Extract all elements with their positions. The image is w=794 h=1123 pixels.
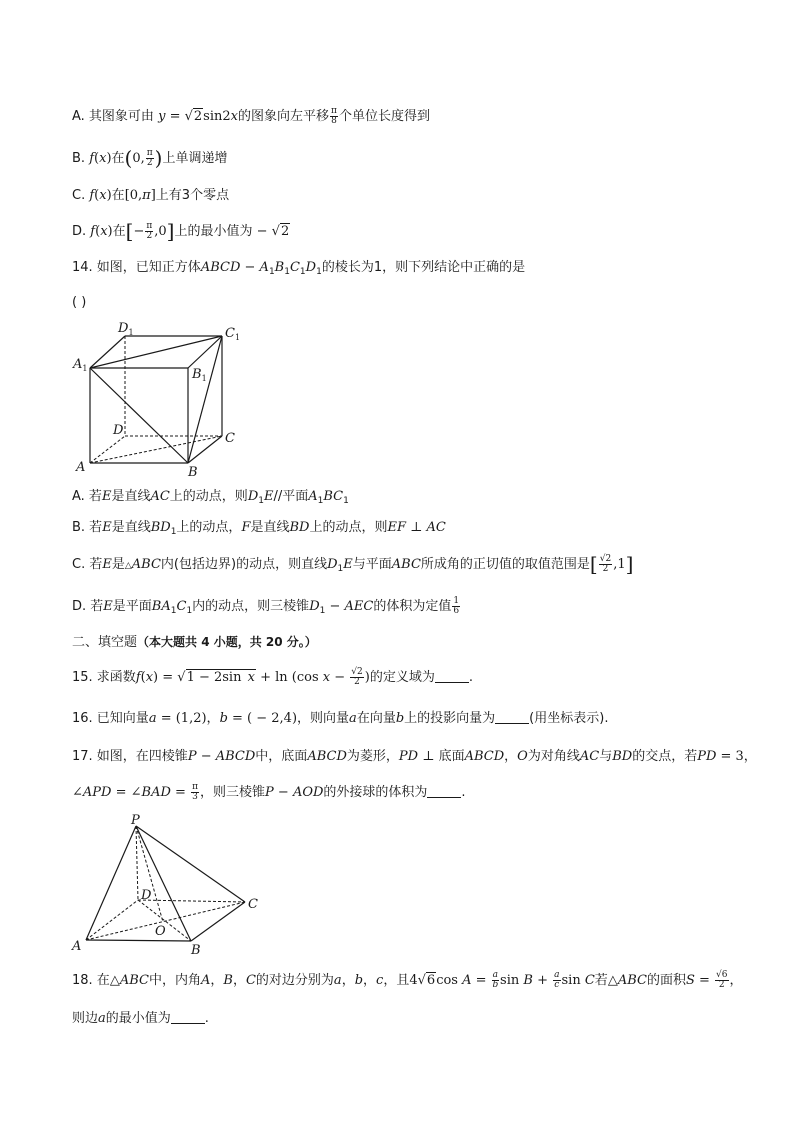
q15: 15. 求函数f(x) = √1 − 2sin x + ln (cos x − $\frac{√2}{2}$ )的定义域为 .: [72, 667, 473, 687]
cube-label-c1: $C_1$: [225, 326, 241, 342]
cube-label-d1: $D_1$: [118, 321, 134, 337]
section-2-heading: 二、填空题（本大题共 4 小题，共 20 分。）: [72, 635, 317, 650]
cube-label-a1: $A_1$: [73, 357, 88, 373]
q13-option-b: B. f(x)在(0, $\frac{\pi}{2}$ )上单调递增: [72, 146, 228, 170]
q14-option-b: B. 若E是直线$BD_1$上的动点，F是直线BD上的动点，则EF ⊥ AC: [72, 520, 446, 537]
q17-line1: 17. 如图，在四棱锥P − ABCD中，底面ABCD为菱形，PD ⊥ 底面ABCD，O为对角线AC与BD的交点，若PD = 3，: [72, 749, 757, 764]
q14-stem: 14. 如图，已知正方体ABCD − $A_1B_1C_1D_1$的棱长为1，则下列结论中正确的是: [72, 260, 526, 277]
pyramid-label-d: D: [141, 888, 152, 903]
cube-label-b1: $B_1$: [192, 367, 207, 383]
q16: 16. 已知向量a = (1,2)，b = ( − 2,4)，则向量a在向量b上的投影向量为 (用坐标表示).: [72, 711, 609, 726]
cube-label-a: A: [76, 460, 86, 475]
cube-figure: [70, 318, 250, 480]
cube-label-c: C: [225, 431, 235, 446]
q18-line2: 则边a的最小值为 .: [72, 1011, 209, 1026]
q14-option-c: C. 若E是△ABC内(包括边界)的动点，则直线$D_1E$与平面ABC所成角的正切值的取值范围是[ $\frac{√2}{2}$ ,1]: [72, 552, 634, 576]
pyramid-label-b: B: [191, 943, 201, 958]
q14-option-d: D. 若E是平面$BA_1C_1$内的动点，则三棱锥$D_1$ − AEC的体积为定值 $\frac{1}{6}$: [72, 596, 460, 616]
q18-line1: 18. 在△ABC中，内角A，B，C的对边分别为a，b，c，且4√6cos A = $\frac{a}{b}$ sin B + $\frac{a}{c}$ sin C若△ABC的面积S = $\frac{√6}{2}$ ，: [72, 970, 743, 990]
q14-option-a: A. 若E是直线AC上的动点，则$D_1E//$平面$A_1BC_1$: [72, 489, 349, 506]
cube-label-b: B: [188, 465, 198, 480]
q14-answer-paren: ( ): [72, 295, 87, 310]
pyramid-figure: [70, 812, 270, 960]
pyramid-label-o: O: [155, 924, 166, 939]
cube-label-d: D: [113, 423, 124, 438]
q13-option-a: A. 其图象可由 y = √2sin2x的图象向左平移 $\frac{\pi}{8}$ 个单位长度得到: [72, 106, 430, 126]
q13-option-d: D. f(x)在[− $\frac{\pi}{2}$ ,0]上的最小值为 − √2: [72, 219, 290, 243]
q13-option-c: C. f(x)在[0,π]上有3个零点: [72, 188, 230, 203]
pyramid-label-c: C: [248, 897, 258, 912]
q17-line2: ∠APD = ∠BAD = $\frac{\pi}{3}$ ，则三棱锥P − AOD的外接球的体积为 .: [72, 782, 466, 802]
pyramid-label-p: P: [131, 813, 140, 828]
pyramid-label-a: A: [72, 939, 82, 954]
